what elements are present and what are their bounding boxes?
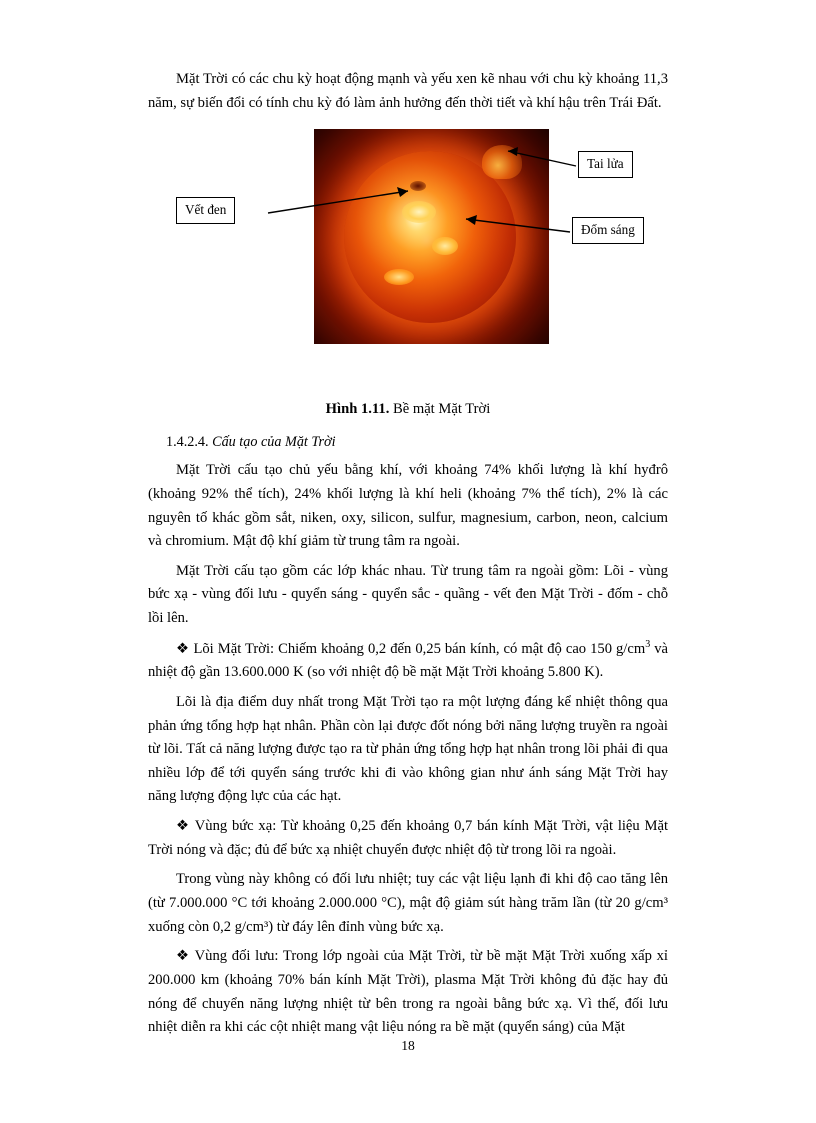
section-heading bbox=[166, 434, 668, 451]
paragraph-3-superscript: 3 bbox=[645, 638, 651, 650]
section-number: 1.4.2.4. bbox=[166, 434, 209, 451]
paragraph-6: Trong vùng này không có đối lưu nhiệt; tuy các vật liệu lạnh đi khi độ cao tăng lên (từ 7.000.000 °C tới khoảng 2.000.000 °C), mật độ giảm sút hàng trăm lần (từ 20 g/cm³ xuống còn 0,2 g/cm³) từ đáy lên đỉnh vùng bức xạ. bbox=[148, 871, 668, 935]
paragraph-5: ❖ Vùng bức xạ: Từ khoảng 0,25 đến khoảng 0,7 bán kính Mặt Trời, vật liệu Mặt Trời nóng và đặc; đủ để bức xạ nhiệt chuyển được nhiệt độ từ trong lõi ra ngoài. bbox=[148, 818, 668, 858]
figure-caption-text: Bề mặt Mặt Trời bbox=[389, 401, 491, 418]
page-content bbox=[148, 68, 668, 1042]
paragraph-3 bbox=[148, 637, 668, 685]
figure-sun-surface bbox=[148, 129, 668, 379]
section-title: Cấu tạo của Mặt Trời bbox=[208, 434, 336, 451]
paragraph-1: Mặt Trời cấu tạo chủ yếu bằng khí, với khoảng 74% khối lượng là khí hyđrô (khoảng 92% thể tích), 24% khối lượng là khí heli (khoảng 7% thể tích), 2% là các nguyên tố khác gồm sắt, niken, oxy, silicon, sulfur, magnesium, carbon, neon, calcium và chromium. Mật độ khí giảm từ trung tâm ra ngoài. bbox=[148, 462, 668, 550]
figure-caption bbox=[148, 401, 668, 418]
paragraph-2: Mặt Trời cấu tạo gồm các lớp khác nhau. Từ trung tâm ra ngoài gồm: Lõi - vùng bức xạ - vùng đối lưu - quyển sáng - quyển sắc - quầng - vết đen Mặt Trời - đốm - chỗ lồi lên. bbox=[148, 562, 668, 627]
figure-label-bright-spot: Đốm sáng bbox=[572, 217, 644, 244]
page-number: 18 bbox=[401, 1038, 415, 1053]
sun-photo bbox=[314, 129, 549, 344]
figure-caption-label: Hình 1.11. bbox=[325, 401, 390, 418]
paragraph-3-part1: ❖ Lõi Mặt Trời: Chiếm khoảng 0,2 đến 0,25 bán kính, có mật độ cao 150 g/cm bbox=[176, 640, 646, 657]
paragraph-4: Lõi là địa điểm duy nhất trong Mặt Trời tạo ra một lượng đáng kể nhiệt thông qua phản ứng tổng hợp hạt nhân. Phần còn lại được đốt nóng bởi năng lượng truyền ra ngoài từ lõi. Tất cả năng lượng được tạo ra từ phản ứng tổng hợp hạt nhân trong lõi phải đi qua nhiều lớp để tới quyển sáng trước khi đi vào không gian như ánh sáng Mặt Trời hay năng lượng động lực của các hạt. bbox=[148, 693, 668, 805]
figure-label-sunspot: Vết đen bbox=[176, 197, 235, 224]
paragraph-7: ❖ Vùng đối lưu: Trong lớp ngoài của Mặt Trời, từ bề mặt Mặt Trời xuống xấp xỉ 200.000 km (khoảng 70% bán kính Mặt Trời), plasma Mặt Trời không đủ đặc hay đủ nóng để chuyển năng lượng nhiệt từ bên trong ra ngoài bằng bức xạ. Vì thế, đối lưu nhiệt diễn ra khi các cột nhiệt mang vật liệu nóng ra bề mặt (quyển sáng) của Mặt bbox=[148, 948, 668, 1036]
figure-label-flare: Tai lửa bbox=[578, 151, 633, 178]
paragraph-3-part2: và nhiệt độ gần 13.600.000 K (so với nhiệt độ bề mặt Mặt Trời khoảng 5.800 K). bbox=[148, 640, 668, 681]
sun-prominence bbox=[482, 145, 522, 179]
paragraph-intro: Mặt Trời có các chu kỳ hoạt động mạnh và yếu xen kẽ nhau với chu kỳ khoảng 11,3 năm, sự biến đổi có tính chu kỳ đó làm ảnh hưởng đến thời tiết và khí hậu trên Trái Đất. bbox=[148, 71, 668, 111]
